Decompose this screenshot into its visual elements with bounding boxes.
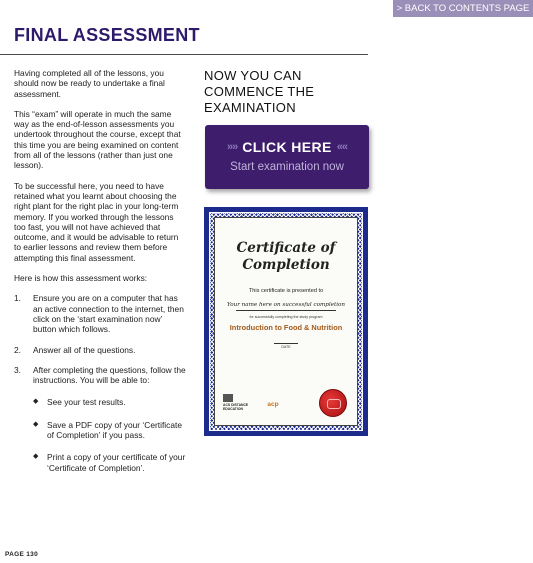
double-chevron-right-icon: »»	[226, 141, 238, 153]
red-seal-icon	[319, 389, 347, 417]
steps-list	[14, 293, 186, 473]
certificate-presented-text: This certificate is presented to	[248, 288, 324, 294]
step-item	[14, 293, 186, 334]
step-number: 2.	[14, 344, 21, 355]
step-text: Ensure you are on a computer that has an active connection to the internet, then click on the ‘start examination now’ button which follows.	[33, 293, 184, 335]
cta-sub-label: Start examination now	[230, 161, 344, 173]
step-number: 3.	[14, 364, 21, 375]
step-item	[14, 365, 186, 473]
step-item	[14, 345, 186, 355]
diamond-bullet-icon: ◆	[33, 420, 39, 428]
step-text: Answer all of the questions.	[33, 344, 136, 355]
how-it-works-paragraph: Here is how this assessment works:	[14, 273, 148, 284]
certificate-recipient-name: Your name here on successful completion	[227, 302, 345, 308]
certificate-image	[204, 207, 368, 436]
outcome-text: Print a copy of your certificate of your ‘Certificate of Completion’.	[47, 452, 186, 473]
certificate-for-text: for successfully completing the study program	[249, 315, 323, 319]
outcomes-list	[33, 397, 186, 472]
cta-main-row	[205, 139, 369, 155]
start-examination-button[interactable]	[205, 125, 369, 189]
cta-main-label: CLICK HERE	[242, 139, 332, 155]
outcome-text: Save a PDF copy of your ‘Certificate of Completion’ if you pass.	[47, 419, 182, 441]
instructions-column	[14, 68, 186, 485]
diamond-bullet-icon: ◆	[33, 398, 39, 406]
diamond-bullet-icon: ◆	[33, 453, 39, 461]
certificate-title-line2: Completion	[242, 257, 330, 273]
certificate-body	[214, 217, 358, 426]
certificate-date-line	[274, 343, 298, 344]
title-divider	[0, 54, 368, 55]
acp-logo: acp	[267, 401, 279, 408]
intro-paragraph: Having completed all of the lessons, you should now be ready to undertake a final assessment.	[14, 68, 165, 99]
outcome-text: See your test results.	[47, 397, 126, 408]
commence-heading: NOW YOU CAN COMMENCE THE EXAMINATION	[204, 68, 315, 115]
double-chevron-left-icon: ««	[336, 141, 348, 153]
certificate-date-label: DATE	[281, 345, 291, 349]
back-to-contents-button[interactable]: > BACK TO CONTENTS PAGE	[393, 0, 533, 17]
certificate-course-name: Introduction to Food & Nutrition	[229, 323, 343, 332]
certificate-name-line	[236, 310, 336, 311]
outcome-item	[33, 397, 186, 407]
certificate-title	[215, 240, 357, 274]
exam-description-paragraph: This “exam” will operate in much the same way as the end-of-lesson assessments you undertook throughout the course, except that this time you are being examined on content from all of the lessons (rather than just one lesson).	[14, 108, 181, 171]
step-text: After completing the questions, follow the instructions. You will be able to:	[33, 364, 186, 386]
certificate-title-line1: Certificate of	[236, 240, 336, 256]
acs-logo-text: ACS DISTANCE EDUCATION	[223, 403, 249, 411]
outcome-item	[33, 420, 186, 441]
outcome-item	[33, 452, 186, 473]
page-number: PAGE 130	[5, 551, 38, 558]
advice-paragraph: To be successful here, you need to have retained what you learnt about choosing the right plant for the right plac in your long-term memory. If you worked through the lessons too fast, you will not have achieved that outcome, and it would be advisable to return to earlier lessons and review them before attempting this final assessment.	[14, 180, 179, 263]
page-title: FINAL ASSESSMENT	[14, 25, 200, 45]
acs-logo-icon	[223, 394, 233, 402]
step-number: 1.	[14, 293, 21, 304]
acs-logo	[223, 394, 249, 411]
certificate-ornate-border	[209, 212, 363, 431]
